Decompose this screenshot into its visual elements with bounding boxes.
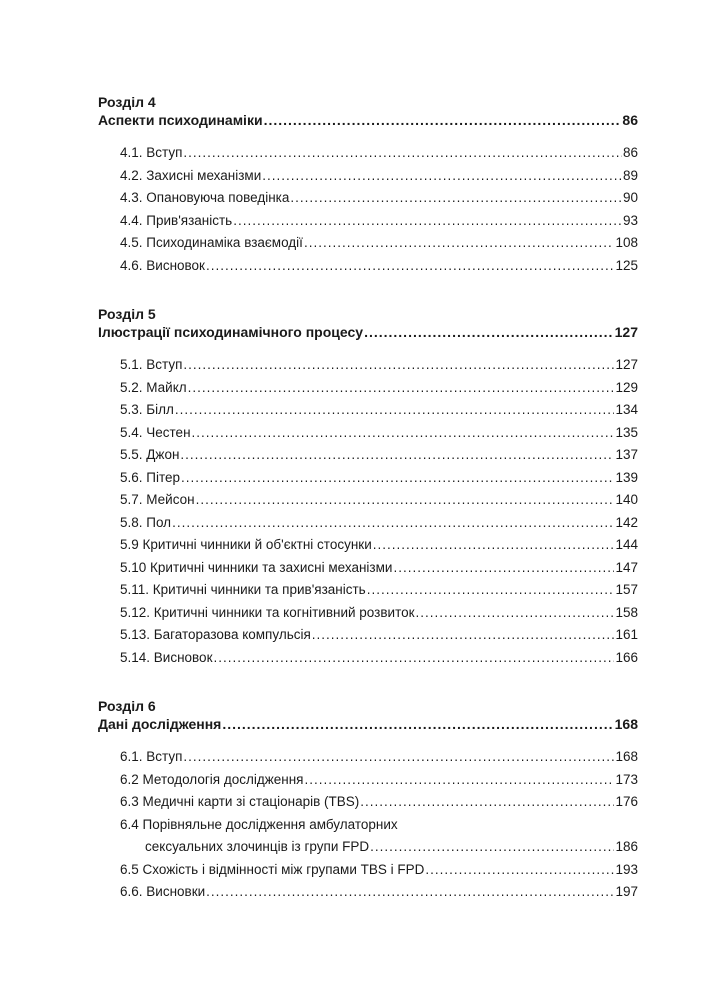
entry-page-number: 144 xyxy=(615,537,638,552)
entry-page-number: 134 xyxy=(615,402,638,417)
chapter-page-number: 127 xyxy=(614,324,638,340)
dot-leader xyxy=(183,142,622,165)
toc-entry[interactable] xyxy=(98,602,638,625)
toc-entry[interactable] xyxy=(98,769,638,792)
toc-entry[interactable] xyxy=(98,746,638,769)
chapter-title-row[interactable] xyxy=(98,715,638,733)
entry-title: 6.6. Висновки xyxy=(120,884,206,899)
dot-leader xyxy=(304,769,614,792)
entry-title: 4.5. Психодинаміка взаємодії xyxy=(120,235,303,250)
dot-leader xyxy=(367,579,615,602)
dot-leader xyxy=(206,255,615,278)
dot-leader xyxy=(188,377,615,400)
toc-entry[interactable] xyxy=(98,489,638,512)
entry-page-number: 108 xyxy=(615,235,638,250)
dot-leader xyxy=(222,715,613,733)
dot-leader xyxy=(416,602,615,625)
dot-leader xyxy=(393,557,614,580)
dot-leader xyxy=(172,512,614,535)
entry-title: 5.10 Критичні чинники та захисні механізми xyxy=(120,559,393,575)
entry-page-number: 129 xyxy=(615,379,638,395)
entry-page-number: 140 xyxy=(615,492,638,507)
toc-entry[interactable] xyxy=(98,467,638,490)
toc-entry[interactable] xyxy=(98,579,638,602)
entry-title: 4.3. Опановуюча поведінка xyxy=(120,190,290,205)
dot-leader xyxy=(425,859,614,882)
dot-leader xyxy=(181,467,614,490)
toc-entry[interactable] xyxy=(98,814,638,859)
entry-title: 5.8. Пол xyxy=(120,514,172,530)
entry-continuation-row xyxy=(120,836,638,859)
toc-entry[interactable] xyxy=(98,232,638,255)
entry-title: 6.1. Вступ xyxy=(120,749,183,764)
entry-title: 5.2. Майкл xyxy=(120,379,187,395)
chapter-title: Дані дослідження xyxy=(98,716,222,732)
chapter-5 xyxy=(98,305,638,669)
toc-entry[interactable] xyxy=(98,881,638,904)
entry-page-number: 127 xyxy=(615,357,638,372)
entry-page-number: 86 xyxy=(622,145,638,160)
entry-title: 5.13. Багаторазова компульсія xyxy=(120,627,311,642)
toc-entry[interactable] xyxy=(98,624,638,647)
dot-leader xyxy=(373,534,615,557)
toc-entry[interactable] xyxy=(98,377,638,400)
entry-page-number: 147 xyxy=(615,559,638,575)
dot-leader xyxy=(213,647,614,670)
toc-entry[interactable] xyxy=(98,444,638,467)
entry-page-number: 158 xyxy=(615,604,638,620)
dot-leader xyxy=(262,165,622,188)
chapter-title: Аспекти психодинаміки xyxy=(98,112,263,128)
toc-entry[interactable] xyxy=(98,512,638,535)
entry-title: 5.5. Джон xyxy=(120,447,180,462)
dot-leader xyxy=(192,422,615,445)
chapter-label: Розділ 4 xyxy=(98,94,156,110)
toc-entry[interactable] xyxy=(98,859,638,882)
entry-title: 6.5 Схожість і відмінності між групами TBS і FPD xyxy=(120,861,425,877)
dot-leader xyxy=(264,111,622,129)
entry-title: 5.4. Честен xyxy=(120,424,191,440)
entry-page-number: 161 xyxy=(615,627,638,642)
dot-leader xyxy=(370,836,614,859)
entry-page-number: 142 xyxy=(615,514,638,530)
entry-page-number: 186 xyxy=(615,839,638,854)
entry-title: 4.1. Вступ xyxy=(120,145,183,160)
entry-title: 4.4. Прив'язаність xyxy=(120,212,233,228)
chapter-6 xyxy=(98,697,638,904)
entry-title-continuation: сексуальних злочинців із групи FPD xyxy=(145,839,370,854)
toc-entry[interactable] xyxy=(98,791,638,814)
toc-entry[interactable] xyxy=(98,142,638,165)
entry-title: 4.2. Захисні механізми xyxy=(120,167,262,183)
toc-entry[interactable] xyxy=(98,165,638,188)
chapter-page-number: 86 xyxy=(622,112,638,128)
entry-page-number: 176 xyxy=(615,794,638,809)
dot-leader xyxy=(175,399,615,422)
entry-title: 5.1. Вступ xyxy=(120,357,183,372)
chapter-title-row[interactable] xyxy=(98,111,638,129)
toc-entry[interactable] xyxy=(98,354,638,377)
entry-page-number: 166 xyxy=(615,649,638,665)
dot-leader xyxy=(360,791,614,814)
toc-entry[interactable] xyxy=(98,647,638,670)
chapter-title: Ілюстрації психодинамічного процесу xyxy=(98,324,364,340)
toc-entry[interactable] xyxy=(98,534,638,557)
entry-page-number: 157 xyxy=(615,582,638,597)
chapter-title-row[interactable] xyxy=(98,323,638,341)
entry-title: 5.7. Мейсон xyxy=(120,492,195,507)
dot-leader xyxy=(206,881,614,904)
entry-page-number: 90 xyxy=(622,190,638,205)
toc-entry[interactable] xyxy=(98,422,638,445)
dot-leader xyxy=(233,210,622,233)
entry-title: 6.4 Порівняльне дослідження амбулаторних xyxy=(120,816,398,832)
entry-title: 6.2 Методологія дослідження xyxy=(120,771,304,787)
dot-leader xyxy=(312,624,615,647)
toc-entry[interactable] xyxy=(98,255,638,278)
dot-leader xyxy=(196,489,615,512)
toc-entry[interactable] xyxy=(98,187,638,210)
toc-entry[interactable] xyxy=(98,399,638,422)
entry-page-number: 168 xyxy=(615,749,638,764)
dot-leader xyxy=(183,746,614,769)
dot-leader xyxy=(304,232,615,255)
entry-page-number: 125 xyxy=(615,257,638,273)
entry-page-number: 89 xyxy=(622,167,638,183)
entry-page-number: 193 xyxy=(615,861,638,877)
entry-page-number: 93 xyxy=(622,212,638,228)
dot-leader xyxy=(183,354,614,377)
toc-entry[interactable] xyxy=(98,557,638,580)
entry-title: 5.9 Критичні чинники й об'єктні стосунки xyxy=(120,537,372,552)
entry-title: 5.11. Критичні чинники та прив'язаність xyxy=(120,582,366,597)
dot-leader xyxy=(364,323,614,341)
chapter-page-number: 168 xyxy=(614,716,638,732)
entry-title: 5.12. Критичні чинники та когнітивний розвиток xyxy=(120,604,415,620)
entry-title: 5.14. Висновок xyxy=(120,649,213,665)
entry-page-number: 197 xyxy=(615,884,638,899)
chapter-4 xyxy=(98,93,638,277)
dot-leader xyxy=(180,444,614,467)
entry-page-number: 139 xyxy=(615,469,638,485)
entry-title: 5.6. Пітер xyxy=(120,469,181,485)
chapter-label: Розділ 6 xyxy=(98,698,156,714)
entry-title: 4.6. Висновок xyxy=(120,257,205,273)
dot-leader xyxy=(290,187,622,210)
table-of-contents xyxy=(98,93,638,932)
entry-page-number: 135 xyxy=(615,424,638,440)
entry-title: 6.3 Медичні карти зі стаціонарів (TBS) xyxy=(120,794,360,809)
entry-page-number: 137 xyxy=(615,447,638,462)
chapter-label: Розділ 5 xyxy=(98,306,156,322)
entry-page-number: 173 xyxy=(615,771,638,787)
toc-entry[interactable] xyxy=(98,210,638,233)
entry-title: 5.3. Білл xyxy=(120,402,174,417)
